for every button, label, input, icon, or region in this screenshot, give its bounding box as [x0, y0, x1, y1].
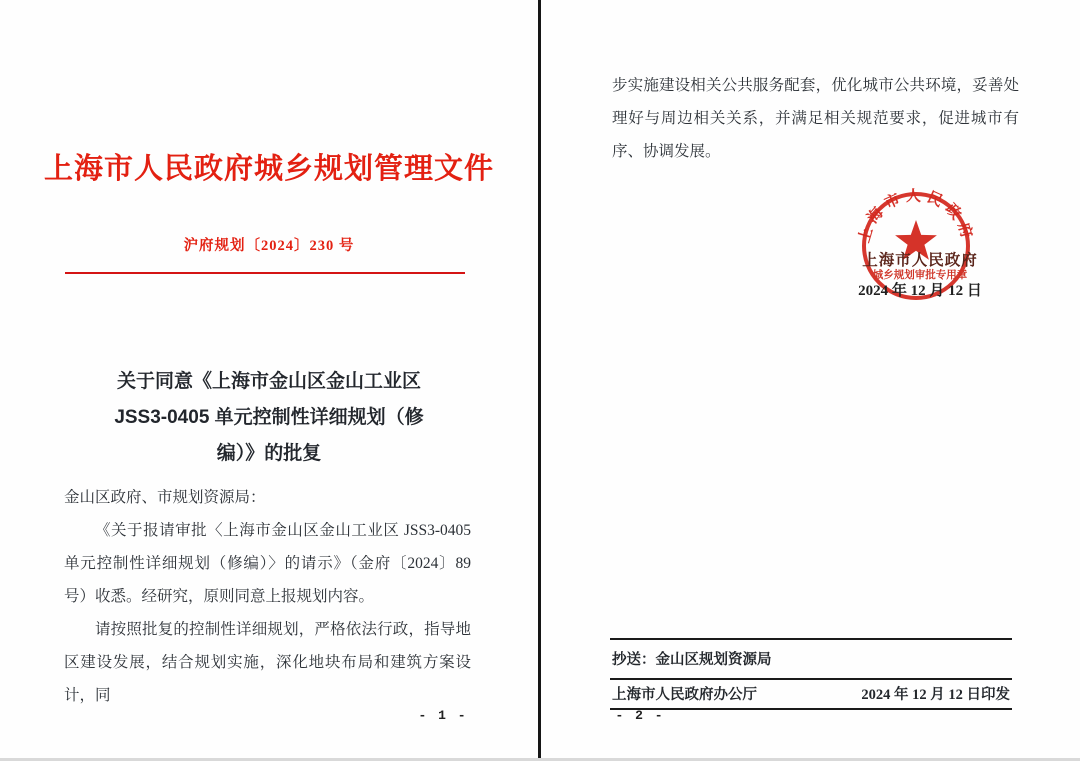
document-page-1 — [0, 0, 538, 761]
print-date: 2024 年 12 月 12 日印发 — [861, 687, 1010, 703]
document-footer — [610, 638, 1012, 710]
red-divider-rule — [65, 272, 465, 274]
document-header-title: 上海市人民政府城乡规划管理文件 — [43, 153, 494, 185]
body-paragraph: 请按照批复的控制性详细规划，严格依法行政，指导地区建设发展，结合规划实施，深化地块布局和建筑方案设计，同 — [64, 621, 471, 704]
issuing-office: 上海市人民政府办公厅 — [612, 687, 757, 703]
salutation-line: 金山区政府、市规划资源局： — [64, 489, 266, 506]
seal-type-text: 城乡规划审批专用章 — [872, 270, 968, 281]
cc-line: 抄送：金山区规划资源局 — [612, 652, 772, 668]
page-number-1: - 1 - — [418, 708, 468, 723]
official-seal-area — [840, 182, 1000, 312]
document-number: 沪府规划〔2024〕230 号 — [183, 238, 355, 254]
document-body-page1 — [64, 481, 471, 712]
issuer-row — [610, 680, 1012, 708]
signing-date: 2024 年 12 月 12 日 — [858, 283, 982, 299]
document-page-2 — [541, 0, 1080, 761]
page-number-2: - 2 - — [615, 708, 665, 723]
document-body-page2 — [612, 69, 1019, 168]
body-paragraph: 步实施建设相关公共服务配套，优化城市公共环境，妥善处理好与周边相关关系，并满足相关规范要求，促进城市有序、协调发展。 — [612, 77, 1019, 160]
body-paragraph: 《关于报请审批〈上海市金山区金山工业区 JSS3-0405 单元控制性详细规划（修编）〉的请示》（金府〔2024〕89 号）收悉。经研究，原则同意上报规划内容。 — [64, 522, 471, 605]
document-title-line: 编）》的批复 — [216, 443, 322, 464]
document-title-line: 关于同意《上海市金山区金山工业区 — [116, 371, 421, 392]
signing-authority-name: 上海市人民政府 — [862, 252, 978, 269]
document-title — [69, 364, 469, 472]
document-title-line: JSS3-0405 单元控制性详细规划（修 — [114, 407, 424, 428]
seal-rim-text: 上海市人民政府 — [855, 187, 977, 245]
